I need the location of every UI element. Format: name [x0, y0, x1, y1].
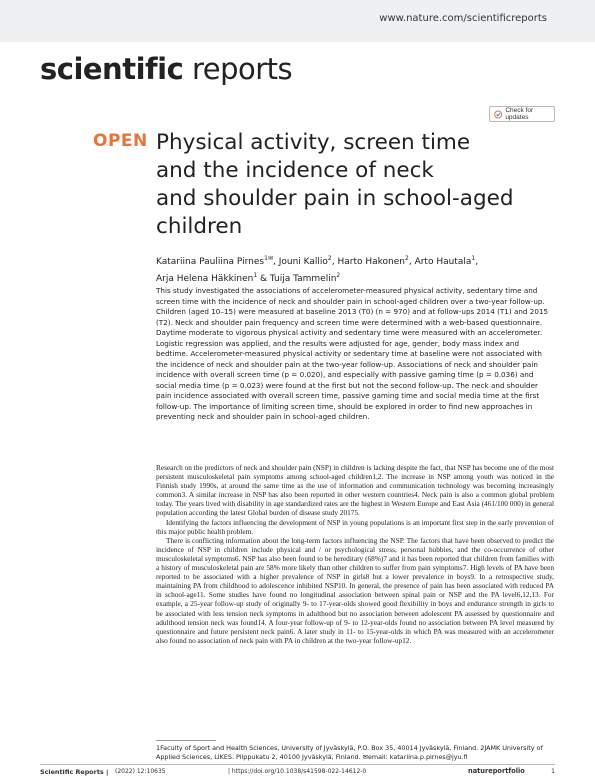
body-paragraph: Research on the predictors of neck and shoulder pain (NSP) in children is lacking despite the fact, that NSP has become one of the most persistent musculoskeletal pain symptoms among school-aged children1,2. The increase in NSP among youth was noticed in the Finnish study 1990s, at around the same time as the use of information and communication technology was becoming increasingly common3. A similar increase in NSP has also been reported in other western countries4. Neck pain is also a common global problem today. The years lived with disability in age standardized rates are the highest in Western Europe and East Asia (461/100 000) in general population according the latest Global burden of disease study 20175.: [156, 463, 554, 518]
footer-journal-name: [40, 768, 108, 776]
top-banner: [0, 0, 595, 42]
page-number: 1: [551, 768, 555, 775]
author-name[interactable]: Jouni Kallio: [278, 257, 328, 267]
footer-divider: [40, 764, 555, 765]
journal-logo-light: reports: [183, 52, 293, 86]
open-access-label: OPEN: [93, 131, 148, 151]
page-footer: [40, 766, 555, 778]
author-separator: ,: [475, 257, 479, 267]
affiliations-footnote: 1Faculty of Sport and Health Sciences, University of Jyväskylä, P.O. Box 35, 40014 Jyväskylä, Finland. 2JAMK University of Applied Sciences, LIKES. Piippukatu 2, 40100 Jyväskylä, Finland. ✉email: katariina.p.pirnes@jyu.fi: [156, 744, 543, 761]
article-body: [156, 463, 554, 645]
author-separator: ,: [408, 257, 415, 267]
author-affiliation-mark: 1: [471, 255, 476, 262]
journal-logo-bold: scientific: [40, 52, 184, 86]
author-separator: ,: [272, 257, 279, 267]
author-name[interactable]: Katariina Pauliina Pirnes: [156, 257, 265, 267]
author-name[interactable]: Tuija Tammelin: [269, 274, 337, 284]
author-affiliation-mark: 1✉: [264, 255, 273, 262]
check-for-updates-label: Check for updates: [505, 107, 534, 121]
article-title-line: and the incidence of neck: [156, 158, 434, 183]
body-paragraph: Identifying the factors influencing the development of NSP in young populations is an important first step in the early prevention of this major public health problem.: [156, 517, 554, 536]
article-title-line: Physical activity, screen time: [156, 130, 471, 155]
check-for-updates-button[interactable]: [489, 106, 555, 122]
nature-portfolio-logo: natureportfolio: [468, 767, 525, 775]
abstract: This study investigated the associations of accelerometer-measured physical activity, sedentary time and screen time with the incidence of neck and shoulder pain in school-aged children over a two-year follow-up. Children (aged 10–15) were measured at baseline 2013 (T0) (n = 970) and at follow-ups 2014 (T1) and 2015 (T2). Neck and shoulder pain frequency and screen time were determined with a web-based questionnaire. Daytime moderate to vigorous physical activity and sedentary time were measured with an accelerometer. Logistic regression was applied, and the results were adjusted for age, gender, body mass index and bedtime. Accelerometer-measured physical activity or sedentary time at baseline were not associated with the incidence of neck and shoulder pain at the two-year follow-up. Associations of neck and shoulder pain incidence with overall screen time (p = 0.020), and especially with passive gaming time (p = 0.036) and social media time (p = 0.023) were found at the first but not the second follow-up. The neck and shoulder pain incidence associated with overall screen time, passive gaming time and social media time at the first follow-up. The importance of limiting screen time, should be explored in order to find new approaches in preventing neck and shoulder pain in school-aged children.: [156, 286, 549, 421]
footer-citation: (2022) 12:10635: [115, 768, 166, 775]
article-title: [156, 129, 556, 241]
author-list: [156, 252, 556, 286]
footer-separator: |: [105, 768, 109, 776]
author-name[interactable]: Arja Helena Häkkinen: [156, 274, 254, 284]
author-name[interactable]: Arto Hautala: [414, 257, 472, 267]
author-affiliation-mark: 1: [253, 272, 258, 279]
update-check-icon: [494, 110, 502, 119]
footer-doi-link[interactable]: | https://doi.org/10.1038/s41598-022-14612-0: [228, 768, 367, 775]
journal-logo[interactable]: [40, 52, 292, 86]
author-affiliation-mark: 2: [336, 272, 341, 279]
footnote-divider: [156, 740, 216, 741]
author-affiliation-mark: 2: [405, 255, 409, 262]
author-separator: ,: [331, 257, 338, 267]
article-title-line: and shoulder pain in school-aged: [156, 186, 514, 211]
author-separator: &: [257, 274, 270, 284]
site-url-link[interactable]: www.nature.com/scientificreports: [379, 13, 547, 24]
author-name[interactable]: Harto Hakonen: [337, 257, 405, 267]
author-affiliation-mark: 2: [327, 255, 332, 262]
body-paragraph: There is conflicting information about the long-term factors influencing the NSP. The factors that have been observed to predict the incidence of NSP in children include physical and / or psychological stress, personal hobbies, and the co-occurrence of other musculoskeletal symptoms6. NSP has also been found to be hereditary (68%)7 and it has been reported that children from families with a history of musculoskeletal pain are 58% more likely than other children to suffer from pain symptoms7. High levels of PA have been reported to be associated with a higher prevalence of NSP in girls8 but a lower prevalence in boys9. In a retrospective study, maintaining PA from childhood to adolescence inhibited NSP10. In general, the presence of pain has been associated with reduced PA in school-age11. Some studies have found no longitudinal association between spinal pain or NSP and the PA level6,12,13. For example, a 25-year follow-up study of originally 9- to 17-year-olds showed good flexibility in boys and endurance strength in girls to be associated with less tension neck symptoms in adulthood but no association between adolescent PA assessed by questionnaire and adulthood tension neck was found14. A four-year follow-up of 9- to 12-year-olds found no association between PA level measured by questionnaire and future persistent neck pain6. A later study in 11- to 15-year-olds in which PA was measured with an accelerometer also found no association of neck pain with PA in children at the two-year follow-up12.: [156, 535, 554, 645]
footer-journal-text: Scientific Reports: [40, 768, 104, 776]
article-title-line: children: [156, 214, 243, 239]
